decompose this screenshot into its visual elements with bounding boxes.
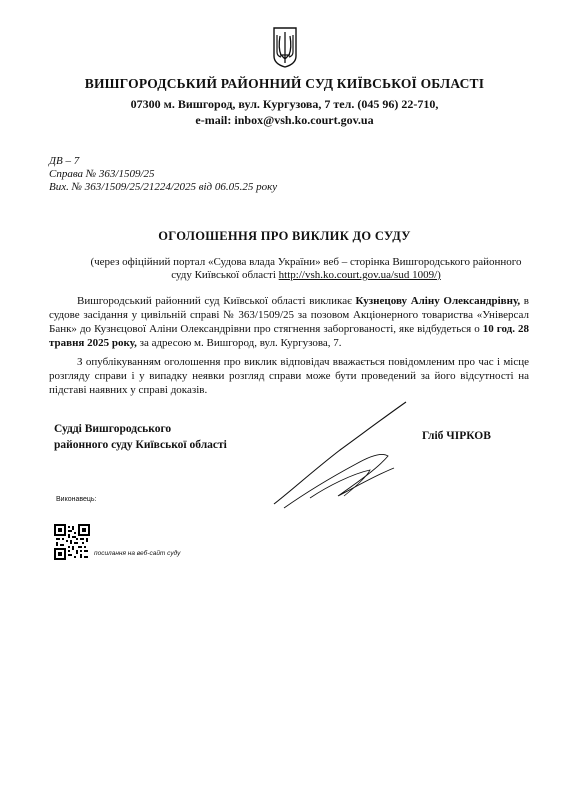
- court-website-link[interactable]: http://vsh.ko.court.gov.ua/sud 1009/): [278, 269, 441, 281]
- handwritten-signature: [270, 398, 440, 510]
- trident-emblem-icon: [271, 26, 299, 68]
- executor-label: Виконавець:: [56, 496, 97, 503]
- subtitle-text: (через офіційний портал «Судова влада України» веб – сторінка Вишгородського районного суду Київської області: [90, 256, 522, 281]
- form-code: ДВ – 7: [49, 155, 80, 167]
- judge-name: Гліб ЧІРКОВ: [422, 430, 491, 442]
- hearing-date: 10 год. 28 травня 2025 року,: [49, 323, 530, 349]
- court-email: e-mail: inbox@vsh.ko.court.gov.ua: [195, 113, 374, 127]
- notice-title: ОГОЛОШЕННЯ ПРО ВИКЛИК ДО СУДУ: [158, 229, 411, 243]
- case-number: Справа № 363/1509/25: [49, 168, 155, 180]
- judge-position-line1: Судді Вишгородського: [54, 423, 172, 435]
- judge-position: [54, 421, 227, 453]
- consequence-paragraph: З опублікуванням оголошення про виклик відповідач вважається повідомленим про час і місце розгляду справи і у випадку неявки розгляд справи може бути проведений за його відсутності на підставі наявних у справі доказів.: [49, 356, 529, 396]
- court-address: 07300 м. Вишгород, вул. Кургузова, 7 тел. (045 96) 22-710,: [130, 97, 439, 111]
- document-references: [49, 155, 277, 194]
- p1-part-c: за адресою м. Вишгород, вул. Кургузова, 7.: [136, 337, 342, 349]
- qr-caption: посилання на веб-сайт суду: [94, 550, 181, 557]
- judge-position-line2: районного суду Київської області: [54, 439, 227, 451]
- summons-paragraph: [49, 294, 529, 350]
- p1-part-a: Вишгородський районний суд Київської області викликає: [77, 295, 356, 307]
- notice-body: [49, 294, 529, 397]
- notice-subtitle: [84, 256, 528, 282]
- court-name: ВИШГОРОДСЬКИЙ РАЙОННИЙ СУД КИЇВСЬКОЇ ОБЛАСТІ: [84, 76, 485, 91]
- outgoing-number: Вих. № 363/1509/25/21224/2025 від 06.05.25 року: [49, 181, 278, 193]
- defendant-name: Кузнецову Аліну Олександрівну,: [355, 295, 521, 307]
- qr-code-icon: [54, 524, 90, 560]
- p1-part-b: в судове засідання у цивільній справі № 363/1509/25 за позовом Акціонерного товариства «Універсал Банк» до Кузнєцової Аліни Олександрівни про стягнення заборгованості, яке відбудеться о: [49, 295, 529, 335]
